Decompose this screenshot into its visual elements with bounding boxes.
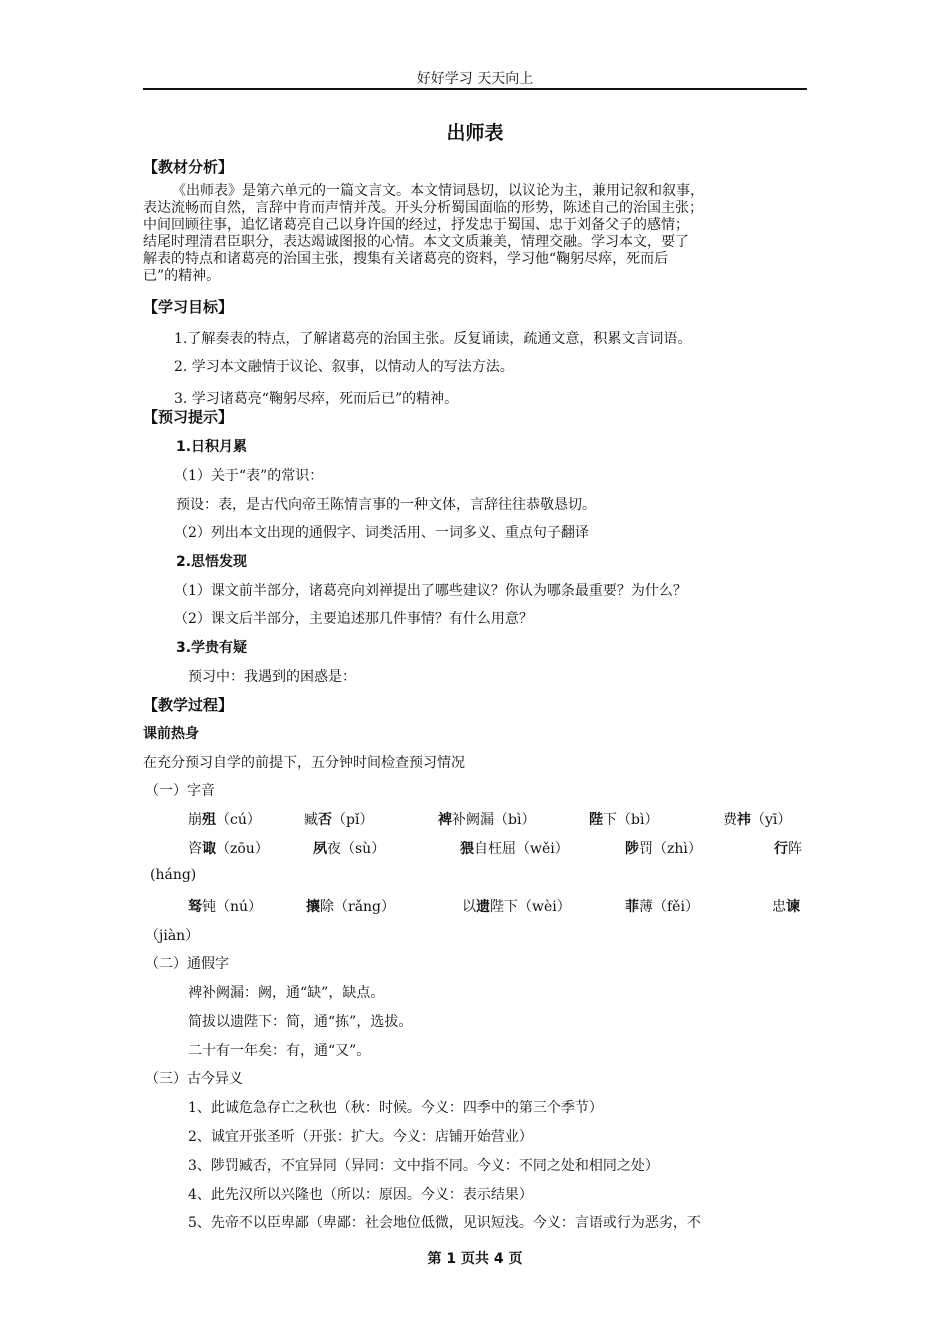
guji-item: 2、诚宜开张圣听（开张：扩大。今义：店铺开始营业）: [188, 1129, 533, 1145]
preview-s2-question-1: （1）课文前半部分，诸葛亮向刘禅提出了哪些建议？你认为哪条最重要？为什么？: [174, 583, 687, 599]
preview-s1-answer: 预设：表，是古代向帝王陈情言事的一种文体，言辞往往恭敬恳切。: [176, 497, 596, 513]
preview-section-3-title: 3.学贵有疑: [176, 640, 248, 656]
preview-section-2-title: 2.思悟发现: [176, 554, 248, 570]
pron-word: 陛下（bì）: [589, 812, 659, 828]
pron-word: 裨补阙漏（bì）: [438, 812, 536, 828]
guji-item: 3、陟罚臧否，不宜异同（异同：文中指不同。今义：不同之处和相同之处）: [188, 1158, 659, 1174]
preview-heading: 【预习提示】: [143, 408, 234, 426]
tongjia-item: 二十有一年矣：有，通“又”。: [188, 1043, 371, 1059]
analysis-line-2: 表达流畅而自然，言辞中肯而声情并茂。开头分析蜀国面临的形势，陈述自己的治国主张；: [143, 200, 703, 216]
pron-word: 忠谏: [772, 899, 800, 915]
analysis-line-3: 中间回顾往事，追忆诸葛亮自己以身许国的经过，抒发忠于蜀国、忠于刘备父子的感情；: [143, 217, 689, 233]
pron-wrap: （jiàn）: [145, 928, 200, 944]
pronunciation-title: （一）字音: [145, 783, 215, 799]
analysis-heading: 【教材分析】: [143, 158, 234, 176]
header-rule: [143, 88, 807, 90]
goals-heading: 【学习目标】: [143, 298, 234, 316]
page-header: 好好学习 天天向上: [416, 71, 534, 87]
preview-section-1-title: 1.日积月累: [176, 439, 248, 455]
goal-item-3: 3. 学习诸葛亮“鞠躬尽瘁，死而后已”的精神。: [174, 391, 459, 407]
preview-s1-question-2: （2）列出本文出现的通假字、词类活用、一词多义、重点句子翻译: [174, 525, 589, 541]
guji-item: 5、先帝不以臣卑鄙（卑鄙：社会地位低微，见识短浅。今义：言语或行为恶劣，不: [188, 1215, 701, 1231]
pron-word: 臧否（pǐ）: [304, 812, 374, 828]
pron-word: 菲薄（fěi）: [625, 899, 699, 915]
pron-word: 行阵: [774, 841, 802, 857]
pron-word: 咨诹（zōu）: [188, 841, 269, 857]
pron-word: 攘除（rǎng）: [306, 899, 396, 915]
warmup-title: 课前热身: [143, 726, 199, 742]
tongjia-title: （二）通假字: [145, 956, 229, 972]
analysis-line-5: 解表的特点和诸葛亮的治国主张，搜集有关诸葛亮的资料，学习他“鞠躬尽瘁，死而后: [143, 251, 669, 267]
warmup-intro: 在充分预习自学的前提下，五分钟时间检查预习情况: [143, 755, 465, 771]
pron-word: 崩殂（cú）: [188, 812, 261, 828]
pron-wrap: (háng): [150, 867, 197, 883]
process-heading: 【教学过程】: [143, 696, 234, 714]
guji-item: 4、此先汉所以兴隆也（所以：原因。今义：表示结果）: [188, 1187, 533, 1203]
pron-word: 以遗陛下（wèi）: [462, 899, 571, 915]
guji-title: （三）古今异义: [145, 1071, 243, 1087]
goal-item-1: 1.了解奏表的特点，了解诸葛亮的治国主张。反复诵读，疏通文意，积累文言词语。: [174, 331, 692, 347]
analysis-line-6: 已”的精神。: [143, 268, 221, 284]
tongjia-item: 简拔以遗陛下：简，通“拣”，选拔。: [188, 1014, 413, 1030]
preview-s1-question-1: （1）关于“表”的常识：: [174, 468, 324, 484]
guji-item: 1、此诚危急存亡之秋也（秋：时候。今义：四季中的第三个季节）: [188, 1100, 603, 1116]
analysis-line-1: 《出师表》是第六单元的一篇文言文。本文情词恳切，以议论为主，兼用记叙和叙事，: [172, 183, 704, 199]
pron-word: 驽钝（nú）: [188, 899, 263, 915]
pron-word: 费祎（yī）: [723, 812, 792, 828]
pron-word: 夙夜（sù）: [313, 841, 386, 857]
pron-word: 陟罚（zhì）: [625, 841, 702, 857]
goal-item-2: 2. 学习本文融情于议论、叙事，以情动人的写法方法。: [174, 359, 514, 375]
preview-s2-question-2: （2）课文后半部分，主要追述那几件事情？有什么用意？: [174, 611, 533, 627]
pron-word: 猥自枉屈（wěi）: [460, 841, 569, 857]
analysis-line-4: 结尾时理清君臣职分，表达竭诚图报的心情。本文文质兼美，情理交融。学习本文，要了: [143, 234, 689, 250]
document-title: 出师表: [446, 122, 504, 144]
page-footer: 第 1 页共 4 页: [427, 1251, 523, 1267]
tongjia-item: 裨补阙漏：阙，通“缺”，缺点。: [188, 985, 385, 1001]
preview-s3-line: 预习中：我遇到的困惑是：: [188, 669, 356, 685]
